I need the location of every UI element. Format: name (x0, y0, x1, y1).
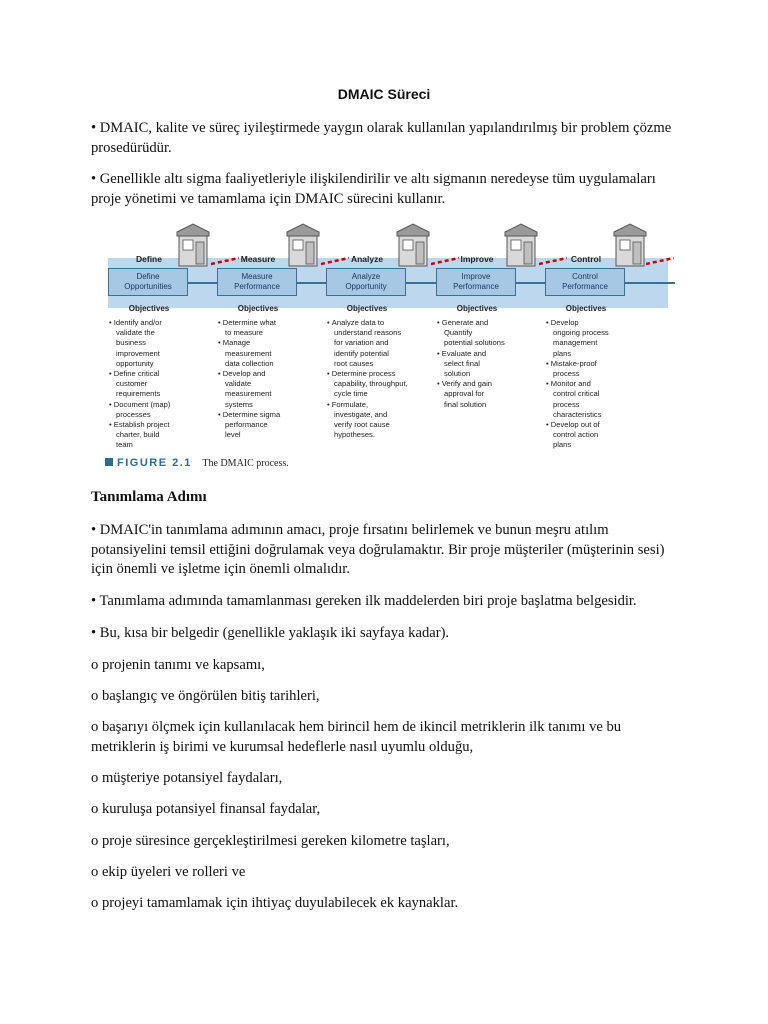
objective-item: • Identify and/or validate the business improvement opportunity (108, 318, 208, 369)
tollbooth-icon (610, 222, 650, 268)
tollbooth-icon (393, 222, 433, 268)
section-heading: Tanımlama Adımı (91, 489, 207, 505)
objective-item: • Develop out of control action plans (545, 420, 645, 451)
objectives-list (436, 318, 536, 410)
figure-label: FIGURE 2.1 (117, 457, 192, 469)
objective-item: • Develop ongoing process management plans (545, 318, 645, 359)
tollbooth-icon (501, 222, 541, 268)
stage-label: Control (570, 254, 602, 264)
body-paragraph: • Tanımlama adımında tamamlanması gereken ilk maddelerden biri proje başlatma belgesidir. (91, 593, 637, 609)
objective-item: • Mistake-proof process (545, 359, 645, 379)
objectives-heading: Objectives (128, 304, 170, 313)
objective-item: • Manage measurement data collection (217, 338, 317, 369)
objectives-list (108, 318, 208, 451)
stage-label: Analyze (350, 254, 384, 264)
stage-box: Define Opportunities (108, 268, 188, 296)
body-list-item: o projenin tanımı ve kapsamı, (91, 657, 265, 673)
body-paragraph: • Bu, kısa bir belgedir (genellikle yaklaşık iki sayfaya kadar). (91, 625, 450, 641)
objectives-list (217, 318, 317, 440)
objective-item: • Establish project charter, build team (108, 420, 208, 451)
objective-item: • Generate and Quantify potential solutions (436, 318, 536, 349)
body-list-item: o projeyi tamamlamak için ihtiyaç duyulabilecek ek kaynaklar. (91, 895, 459, 911)
body-paragraph: • DMAIC'in tanımlama adımının amacı, proje fırsatını belirlemek ve bunun meşru atılım potansiyelini temsil ettiğini doğrulamak veya doğrulamaktır. Bir proje müşteriler (müşterinin sesi) için önemli ve işletme için önemli olmalıdır. (91, 522, 665, 577)
stage-label: Measure (240, 254, 276, 264)
body-list-item: o kuruluşa potansiyel finansal faydalar, (91, 801, 321, 817)
intro-paragraph-1: • DMAIC, kalite ve süreç iyileştirmede yaygın olarak kullanılan yapılandırılmış bir problem çözme prosedürüdür. (91, 120, 672, 156)
dmaic-figure (105, 222, 675, 472)
objective-item: • Determine what to measure (217, 318, 317, 338)
objective-item: • Analyze data to understand reasons for variation and identify potential root causes (326, 318, 426, 369)
stage-box: Improve Performance (436, 268, 516, 296)
objective-item: • Determine sigma performance level (217, 410, 317, 441)
objective-item: • Define critical customer requirements (108, 369, 208, 400)
objective-item: • Document (map) processes (108, 400, 208, 420)
objectives-heading: Objectives (456, 304, 498, 313)
gate-arm-icon (646, 256, 674, 266)
stage-box: Control Performance (545, 268, 625, 296)
page-title: DMAIC Süreci (337, 86, 431, 102)
objectives-heading: Objectives (346, 304, 388, 313)
figure-caption (105, 457, 289, 469)
body-list-item: o başlangıç ve öngörülen bitiş tarihleri, (91, 688, 320, 704)
body-list-item: o ekip üyeleri ve rolleri ve (91, 864, 246, 880)
tollbooth-icon (173, 222, 213, 268)
stage-box: Analyze Opportunity (326, 268, 406, 296)
objectives-list (545, 318, 645, 451)
figure-caption-text: The DMAIC process. (202, 458, 289, 469)
body-list-item: o proje süresince gerçekleştirilmesi gereken kilometre taşları, (91, 833, 450, 849)
objective-item: • Evaluate and select final solution (436, 349, 536, 380)
intro-paragraph-2: • Genellikle altı sigma faaliyetleriyle ilişkilendirilir ve altı sigmanın neredeyse tüm uygulamaları proje yönetimi ve tamamlama için DMAIC sürecini kullanır. (91, 171, 656, 207)
objective-item: • Monitor and control critical process characteristics (545, 379, 645, 420)
objective-item: • Verify and gain approval for final solution (436, 379, 536, 410)
objectives-list (326, 318, 426, 440)
stage-box: Measure Performance (217, 268, 297, 296)
objective-item: • Determine process capability, throughput, cycle time (326, 369, 426, 400)
tollbooth-icon (283, 222, 323, 268)
objectives-heading: Objectives (237, 304, 279, 313)
caption-square-icon (105, 458, 113, 466)
objective-item: • Develop and validate measurement systems (217, 369, 317, 410)
stage-label: Define (136, 254, 162, 264)
body-list-item: o müşteriye potansiyel faydaları, (91, 770, 283, 786)
objective-item: • Formulate, investigate, and verify root cause hypotheses. (326, 400, 426, 441)
objectives-heading: Objectives (565, 304, 607, 313)
stage-label: Improve (460, 254, 494, 264)
body-list-item: o başarıyı ölçmek için kullanılacak hem birincil hem de ikincil metriklerin ilk tanımı ve bu metriklerin iş birimi ve kurumsal hedeflerle nasıl uyumlu olduğu, (91, 719, 622, 755)
